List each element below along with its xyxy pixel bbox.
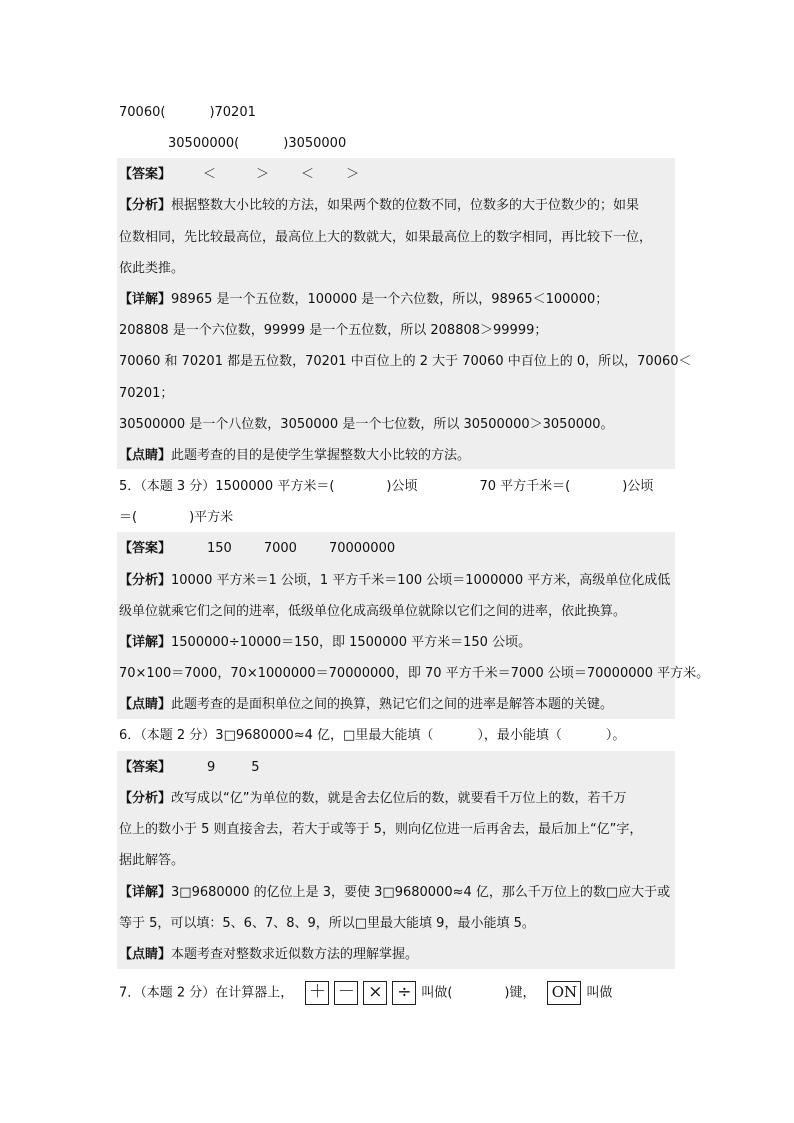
- divide-key: ÷: [392, 981, 416, 1005]
- q6-detail-l1: 【详解】3□9680000 的亿位上是 3，要使 3□9680000≈4 亿，那么千万位上的数□应大于或: [119, 885, 671, 900]
- q5-stem-l2: ＝( )平方米: [119, 510, 234, 525]
- q4-compare-d: 30500000( )3050000: [168, 136, 347, 151]
- minus-key: －: [334, 981, 358, 1005]
- q6-stem: 6．（本题 2 分）3□9680000≈4 亿，□里最大能填（ ），最小能填（ ）。: [119, 728, 626, 743]
- analysis-tag: 【分析】: [119, 198, 172, 213]
- answer-tag: 【答案】: [119, 167, 172, 182]
- q4-detail-l5: 30500000 是一个八位数，3050000 是一个七位数，所以 30500000＞3050000。: [119, 417, 614, 432]
- comment-tag: 【点睛】: [119, 947, 172, 962]
- q4-analysis-l3: 依此类推。: [119, 261, 185, 276]
- detail-tag: 【详解】: [119, 885, 172, 900]
- multiply-key: ×: [363, 981, 387, 1005]
- q4-detail-l1: 【详解】98965 是一个五位数，100000 是一个六位数，所以，98965＜100000；: [119, 292, 609, 307]
- q5-detail-l1: 【详解】1500000÷10000＝150，即 1500000 平方米＝150 公顷。: [119, 635, 532, 650]
- q5-comment: 【点睛】此题考查的是面积单位之间的换算，熟记它们之间的进率是解答本题的关键。: [119, 697, 614, 712]
- analysis-tag: 【分析】: [119, 791, 172, 806]
- analysis-tag: 【分析】: [119, 573, 172, 588]
- answer-tag: 【答案】: [119, 760, 172, 775]
- q5-stem-l1: 5．（本题 3 分）1500000 平方米＝( )公顷 70 平方千米＝( )公顷: [119, 479, 654, 494]
- answer-tag: 【答案】: [119, 541, 172, 556]
- detail-tag: 【详解】: [119, 635, 172, 650]
- q5-analysis-l2: 级单位就乘它们之间的进率，低级单位化成高级单位就除以它们之间的进率，依此换算。: [119, 604, 627, 619]
- q5-analysis-l1: 【分析】10000 平方米＝1 公顷，1 平方千米＝100 公顷＝1000000 平方米，高级单位化成低: [119, 573, 671, 588]
- plus-key: ＋: [305, 981, 329, 1005]
- q4-detail-l4: 70201；: [119, 386, 174, 401]
- q4-answer: 【答案】 ＜ ＞ ＜ ＞: [119, 167, 360, 182]
- on-key: ON: [547, 981, 581, 1005]
- q5-solution-block: [117, 532, 675, 719]
- q7-stem: 7．（本题 2 分）在计算器上， ＋ － × ÷ 叫做( )键， ON 叫做: [119, 981, 612, 1006]
- q4-analysis-l2: 位数相同，先比较最高位，最高位上大的数就大，如果最高位上的数字相同，再比较下一位，: [119, 230, 653, 245]
- q6-analysis-l2: 位上的数小于 5 则直接舍去，若大于或等于 5，则向亿位进一后再舍去，最后加上“亿”字，: [119, 822, 643, 837]
- q5-detail-l2: 70×100＝7000，70×1000000＝70000000，即 70 平方千米＝7000 公顷＝70000000 平方米。: [119, 666, 710, 681]
- q6-analysis-l1: 【分析】改写成以“亿”为单位的数，就是舍去亿位后的数，就要看千万位上的数，若千万: [119, 791, 627, 806]
- q6-analysis-l3: 据此解答。: [119, 853, 185, 868]
- q4-compare-c: 70060( )70201: [119, 105, 256, 120]
- q4-comment: 【点睛】此题考查的目的是使学生掌握整数大小比较的方法。: [119, 448, 471, 463]
- q4-detail-l3: 70060 和 70201 都是五位数，70201 中百位上的 2 大于 70060 中百位上的 0，所以，70060＜: [119, 354, 692, 369]
- q4-detail-l2: 208808 是一个六位数，99999 是一个五位数，所以 208808＞99999；: [119, 323, 548, 338]
- q6-answer: 【答案】 9 5: [119, 760, 260, 775]
- detail-tag: 【详解】: [119, 292, 172, 307]
- comment-tag: 【点睛】: [119, 448, 172, 463]
- q4-analysis-l1: 【分析】根据整数大小比较的方法，如果两个数的位数不同，位数多的大于位数少的；如果: [119, 198, 640, 213]
- q6-comment: 【点睛】本题考查对整数求近似数方法的理解掌握。: [119, 947, 419, 962]
- comment-tag: 【点睛】: [119, 697, 172, 712]
- q6-detail-l2: 等于 5，可以填：5、6、7、8、9，所以□里最大能填 9，最小能填 5。: [119, 916, 535, 931]
- q6-solution-block: [117, 751, 675, 969]
- q5-answer: 【答案】 150 7000 70000000: [119, 541, 396, 556]
